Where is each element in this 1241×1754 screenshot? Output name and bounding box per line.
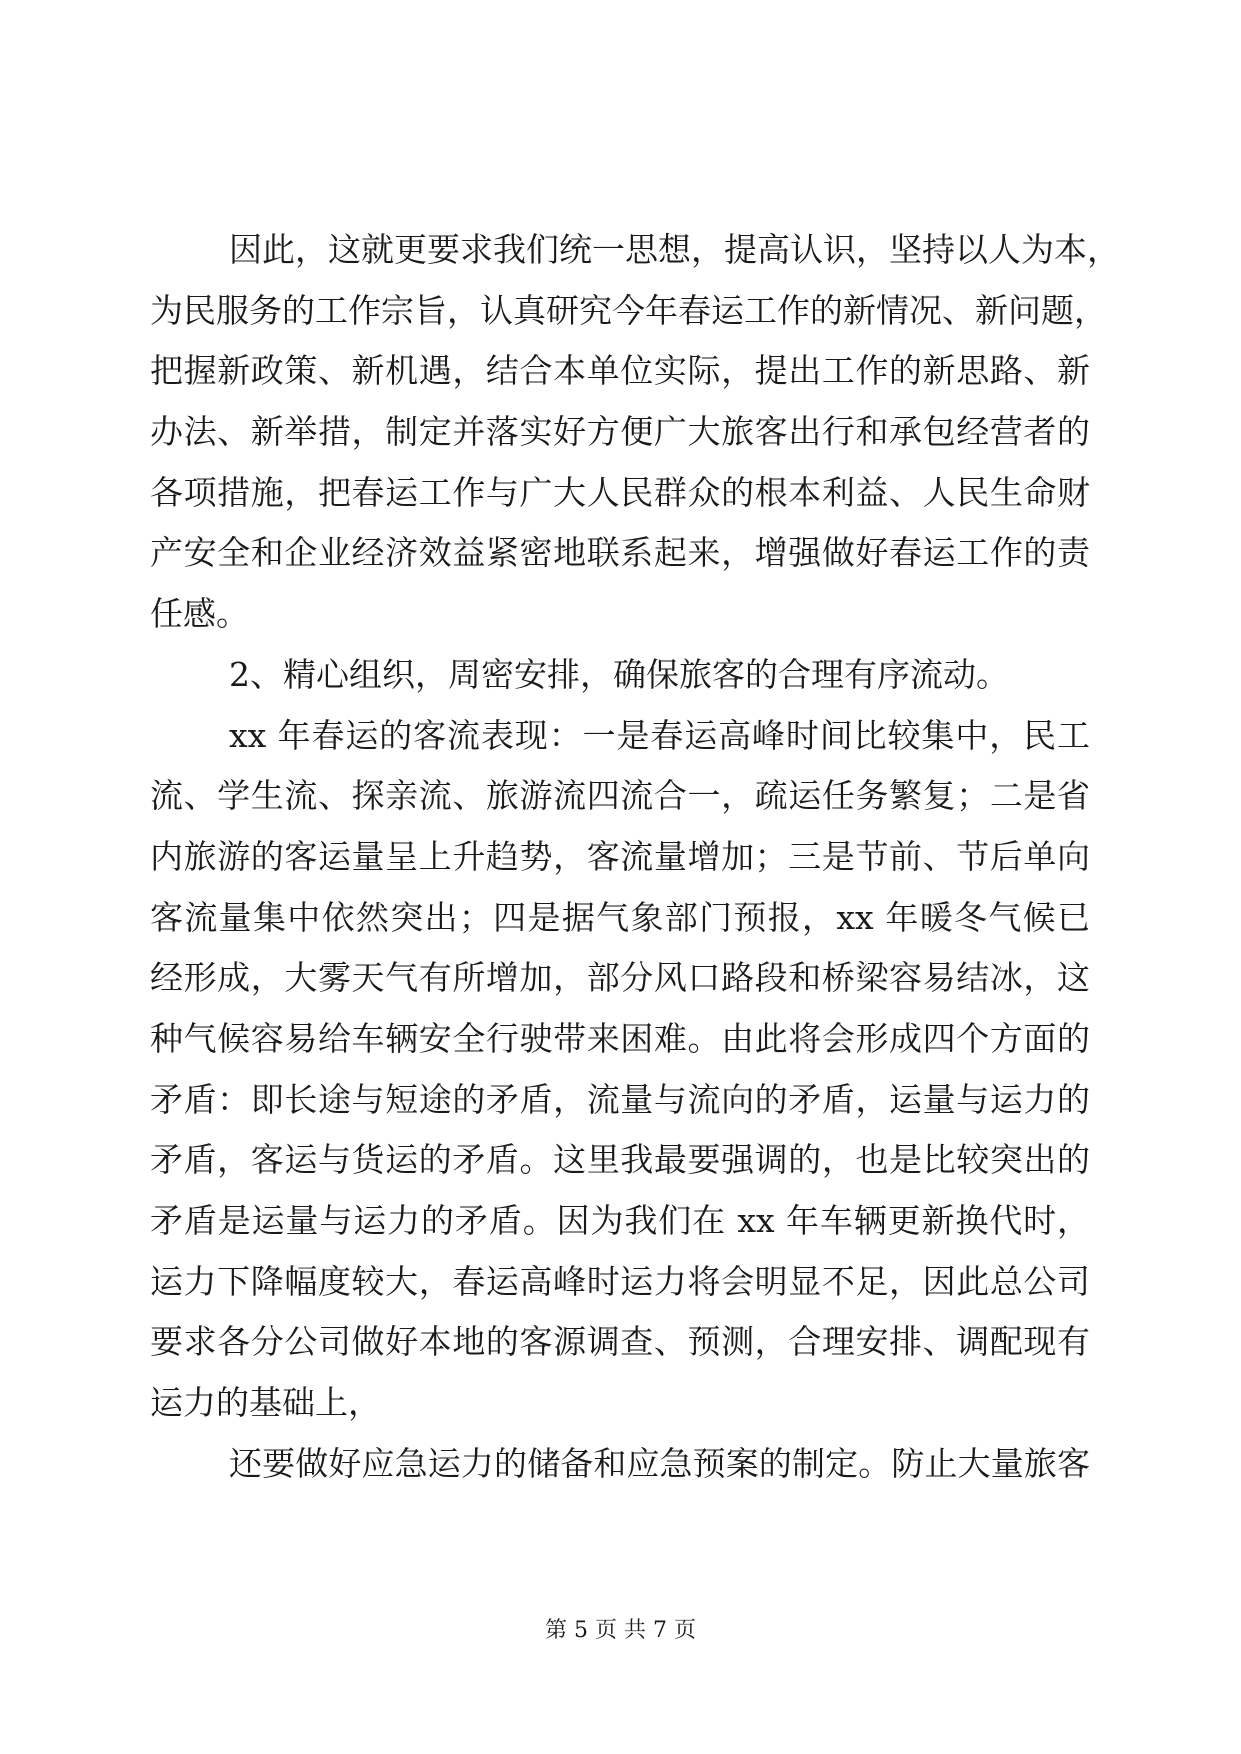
paragraph-line: xx 年春运的客流表现：一是春运高峰时间比较集中，民工 — [229, 715, 1090, 755]
paragraph-line: 经形成，大雾天气有所增加，部分风口路段和桥梁容易结冰，这 — [150, 958, 1090, 998]
paragraph-line: 要求各分公司做好本地的客源调查、预测，合理安排、调配现有 — [150, 1322, 1090, 1362]
section-heading: 2、精心组织，周密安排，确保旅客的合理有序流动。 — [229, 654, 1009, 694]
page-number-footer: 第 5 页 共 7 页 — [545, 1618, 696, 1643]
paragraph-line: 矛盾：即长途与短途的矛盾，流量与流向的矛盾，运量与运力的 — [150, 1079, 1090, 1119]
paragraph-line: 内旅游的客运量呈上升趋势，客流量增加；三是节前、节后单向 — [150, 836, 1090, 876]
paragraph-line: 运力的基础上， — [150, 1383, 381, 1423]
paragraph-line: 为民服务的工作宗旨，认真研究今年春运工作的新情况、新问题， — [150, 290, 1107, 330]
paragraph-line: 产安全和企业经济效益紧密地联系起来，增强做好春运工作的责 — [150, 533, 1090, 573]
paragraph-line: 把握新政策、新机遇，结合本单位实际，提出工作的新思路、新 — [150, 351, 1090, 391]
paragraph-line: 客流量集中依然突出；四是据气象部门预报，xx 年暖冬气候已 — [150, 897, 1090, 937]
paragraph-line: 因此，这就更要求我们统一思想，提高认识，坚持以人为本， — [229, 230, 1120, 269]
paragraph-line: 办法、新举措，制定并落实好方便广大旅客出行和承包经营者的 — [150, 412, 1090, 452]
paragraph-line: 还要做好应急运力的储备和应急预案的制定。防止大量旅客 — [229, 1443, 1090, 1483]
paragraph-line: 种气候容易给车辆安全行驶带来困难。由此将会形成四个方面的 — [150, 1018, 1090, 1058]
paragraph-line: 各项措施，把春运工作与广大人民群众的根本利益、人民生命财 — [150, 472, 1090, 512]
paragraph-line: 流、学生流、探亲流、旅游流四流合一，疏运任务繁复；二是省 — [150, 776, 1090, 816]
paragraph-line: 任感。 — [150, 594, 249, 634]
paragraph-line: 运力下降幅度较大，春运高峰时运力将会明显不足，因此总公司 — [150, 1261, 1090, 1301]
paragraph-line: 矛盾是运量与运力的矛盾。因为我们在 xx 年车辆更新换代时， — [150, 1201, 1090, 1240]
paragraph-line: 矛盾，客运与货运的矛盾。这里我最要强调的，也是比较突出的 — [150, 1140, 1090, 1180]
document-body — [150, 220, 1120, 1494]
